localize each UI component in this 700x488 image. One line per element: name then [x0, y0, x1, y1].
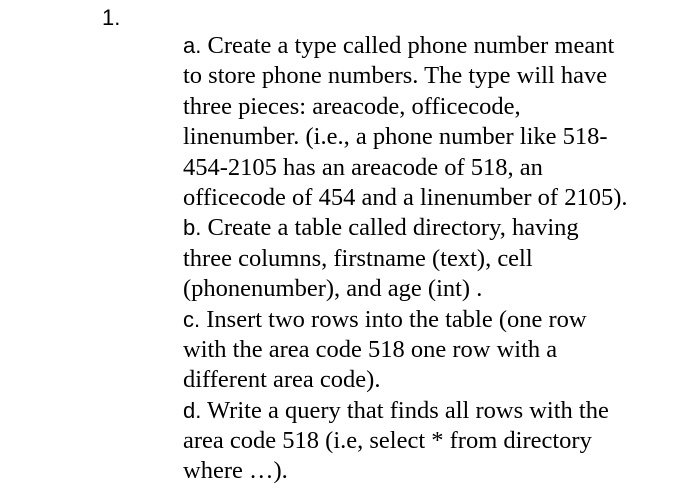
part-d-line [183, 396, 693, 426]
part-b-marker: b. [183, 215, 202, 241]
part-d-line: where …). [183, 457, 288, 485]
part-c-marker: c. [183, 306, 201, 332]
part-c-text: Insert two rows into the table (one row [200, 305, 587, 333]
part-a-text: Create a type called phone number meant [201, 32, 615, 59]
part-a-line: 454-2105 has an areacode of 518, an [183, 153, 543, 181]
part-a-marker: a. [183, 33, 202, 58]
part-a-line: officecode of 454 and a linenumber of 2105). [183, 183, 628, 211]
part-a-line [183, 31, 693, 61]
question-number: 1. [102, 5, 121, 30]
part-d-marker: d. [183, 397, 202, 423]
part-c-line: with the area code 518 one row with a [183, 335, 558, 363]
part-a-line: to store phone numbers. The type will have [183, 62, 608, 90]
part-a-line: three pieces: areacode, officecode, [183, 92, 521, 120]
part-d-text: Write a query that finds all rows with the [201, 396, 609, 424]
part-b-line: (phonenumber), and age (int) . [183, 275, 483, 303]
part-b-line [183, 213, 693, 243]
question-body [183, 31, 693, 487]
part-b-line: three columns, firstname (text), cell [183, 244, 533, 272]
part-c-line [183, 305, 693, 335]
part-c-line: different area code). [183, 366, 381, 394]
part-d-line: area code 518 (i.e, select * from directory [183, 427, 592, 455]
part-b-text: Create a table called directory, having [201, 214, 579, 242]
part-a-line: linenumber. (i.e., a phone number like 518- [183, 123, 608, 151]
